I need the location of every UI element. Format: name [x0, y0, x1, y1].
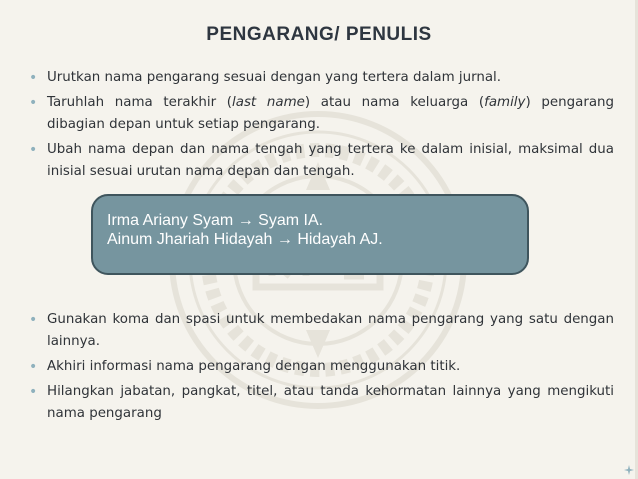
example-callout-box — [91, 194, 529, 275]
bullet-icon: • — [29, 70, 38, 86]
bullet-icon: • — [29, 142, 38, 158]
corner-decoration-icon — [624, 465, 634, 475]
list-item — [28, 67, 614, 89]
bullet-icon: • — [29, 359, 38, 375]
bullet-icon: • — [29, 384, 38, 400]
bullet-list-bottom — [28, 309, 614, 428]
list-item-text: Hilangkan jabatan, pangkat, titel, atau tanda kehormatan lainnya yang mengikuti nama pengarang — [47, 384, 614, 421]
list-item-italic-term: last name — [232, 95, 305, 110]
list-item — [28, 92, 614, 136]
list-item — [28, 309, 614, 353]
list-item — [28, 356, 614, 378]
list-item-text: Urutkan nama pengarang sesuai dengan yang tertera dalam jurnal. — [47, 70, 502, 85]
list-item-text — [47, 95, 614, 132]
list-item-text: Gunakan koma dan spasi untuk membedakan nama pengarang yang satu dengan lainnya. — [47, 312, 614, 349]
callout-example-2: Ainum Jhariah Hidayah → Hidayah AJ. — [107, 231, 383, 248]
list-item — [28, 139, 614, 183]
list-item-text: Ubah nama depan dan nama tengah yang tertera ke dalam inisial, maksimal dua inisial sesuai urutan nama depan dan tengah. — [47, 142, 614, 179]
bullet-list-top — [28, 67, 614, 186]
list-item-text: Akhiri informasi nama pengarang dengan menggunakan titik. — [47, 359, 461, 374]
list-item-text-part: ) atau nama keluarga ( — [304, 95, 485, 110]
list-item-text-part: Taruhlah nama terakhir ( — [47, 95, 233, 110]
bullet-icon: • — [29, 312, 38, 328]
bullet-icon: • — [29, 95, 38, 111]
callout-example-1: Irma Ariany Syam → Syam IA. — [107, 212, 324, 229]
list-item-italic-term: family — [484, 95, 526, 110]
page-title: PENGARANG/ PENULIS — [206, 24, 432, 45]
list-item — [28, 381, 614, 425]
list-item-text-part: ) pengarang dibagian depan untuk setiap pengarang. — [47, 95, 615, 132]
